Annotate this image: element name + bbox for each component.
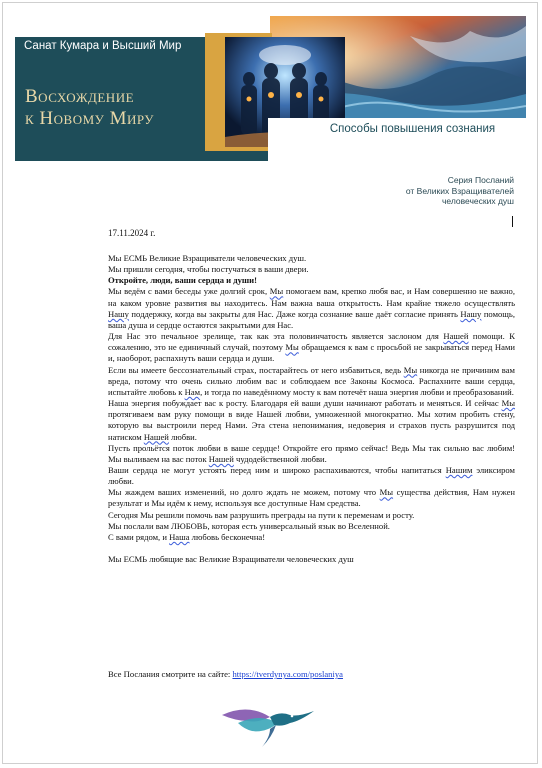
- paragraph: Наша энергия побуждает вас к росту. Благодаря ей ваши души начинают работать и меняться. И сейчас Мы протягиваем вам руку помощи в виде Нашей любви, умноженной многократно. Мы хотим пробить стену, которую вы выстроили перед Нами. Эта стена непонимания, недоверия и страхов пусть разрушится под натиском Нашей любви.: [108, 398, 515, 442]
- paragraph: Мы послали вам ЛЮБОВЬ, которая есть универсальный язык во Вселенной.: [108, 520, 390, 531]
- banner-subtitle: Способы повышения сознания: [329, 123, 496, 135]
- series-line1: Серия Посланий: [447, 175, 514, 185]
- spacer: [108, 543, 515, 554]
- paragraph: Мы жаждем ваших изменений, но долго ждать не можем, потому что Мы существа действия, Нам нужен результат и Мы идём к нему, используя все доступные Нам средства.: [108, 487, 515, 509]
- series-caption: [354, 175, 514, 207]
- banner-title-line2: к Новому Миру: [25, 108, 154, 129]
- paragraph: С вами рядом, и Наша любовь бесконечна!: [108, 531, 266, 542]
- paragraph: Пусть прольётся поток любви в ваше сердце! Откройте его прямо сейчас! Ведь Мы так сильно вас любим! Мы выливаем на вас поток Нашей чудодейственной любви.: [108, 442, 515, 464]
- paragraph: Ваши сердца не могут устоять перед ним и широко распахиваются, чтобы напитаться Нашим эликсиром любви.: [108, 464, 515, 487]
- brand-name: Санат Кумара и Высший Мир: [24, 40, 182, 52]
- website-link[interactable]: https://tverdynya.com/poslaniya: [232, 669, 343, 679]
- series-line2: от Великих Взращивателей: [405, 185, 514, 196]
- letter-date: 17.11.2024 г.: [108, 228, 156, 238]
- banner-title-line1: Восхождение: [25, 86, 135, 107]
- banner-title: [25, 86, 195, 130]
- hummingbird-logo: [218, 693, 318, 753]
- signature: Мы ЕСМЬ любящие вас Великие Взращиватели человеческих душ: [108, 554, 354, 565]
- paragraph: Мы ведём с вами беседы уже долгий срок, Мы помогаем вам, крепко любя вас, и Нам совершенно не важно, на каком уровне развития вы находитесь. Нам важна ваша открытость. Нам крайне тяжело осуществлять Нашу поддержку, когда вы закрыты для Нас. Даже когда сознание ваше даёт согласие принять Нашу помощь, ваша душа и сердце остаются закрытыми для Нас.: [108, 286, 515, 330]
- paragraph: Мы ЕСМЬ Великие Взращиватели человеческих душ.: [108, 253, 307, 263]
- paragraph: Сегодня Мы решили помочь вам разрушить преграды на пути к переменам и росту.: [108, 509, 415, 520]
- footer-note: [108, 669, 343, 679]
- footer-label: Все Послания смотрите на сайте:: [108, 669, 233, 679]
- paragraph: Для Нас это печальное зрелище, так как эта половинчатость является заслоном для Нашей помощи. К сожалению, это не единичный случай, поэтому Мы обращаемся к вам с просьбой не закрываться перед Нами и, наоборот, распахнуть ваши сердца и души.: [108, 331, 515, 364]
- series-line3: человеческих душ: [441, 196, 514, 206]
- text-cursor: [512, 216, 513, 227]
- letter-body: [108, 253, 515, 565]
- paragraph: Мы пришли сегодня, чтобы постучаться в ваши двери.: [108, 264, 309, 275]
- paragraph-bold: Откройте, люди, ваши сердца и души!: [108, 275, 257, 286]
- paragraph: Если вы имеете бессознательный страх, постарайтесь от него избавиться, ведь Мы никогда не причиним вам вреда, потому что очень сильно любим вас и соблюдаем все Законы Космоса. Распахните ваши сердца, испытайте любовь к Нам, и тогда по наведённому мосту к вам потечёт наша энергия любви и преобразований.: [108, 364, 515, 397]
